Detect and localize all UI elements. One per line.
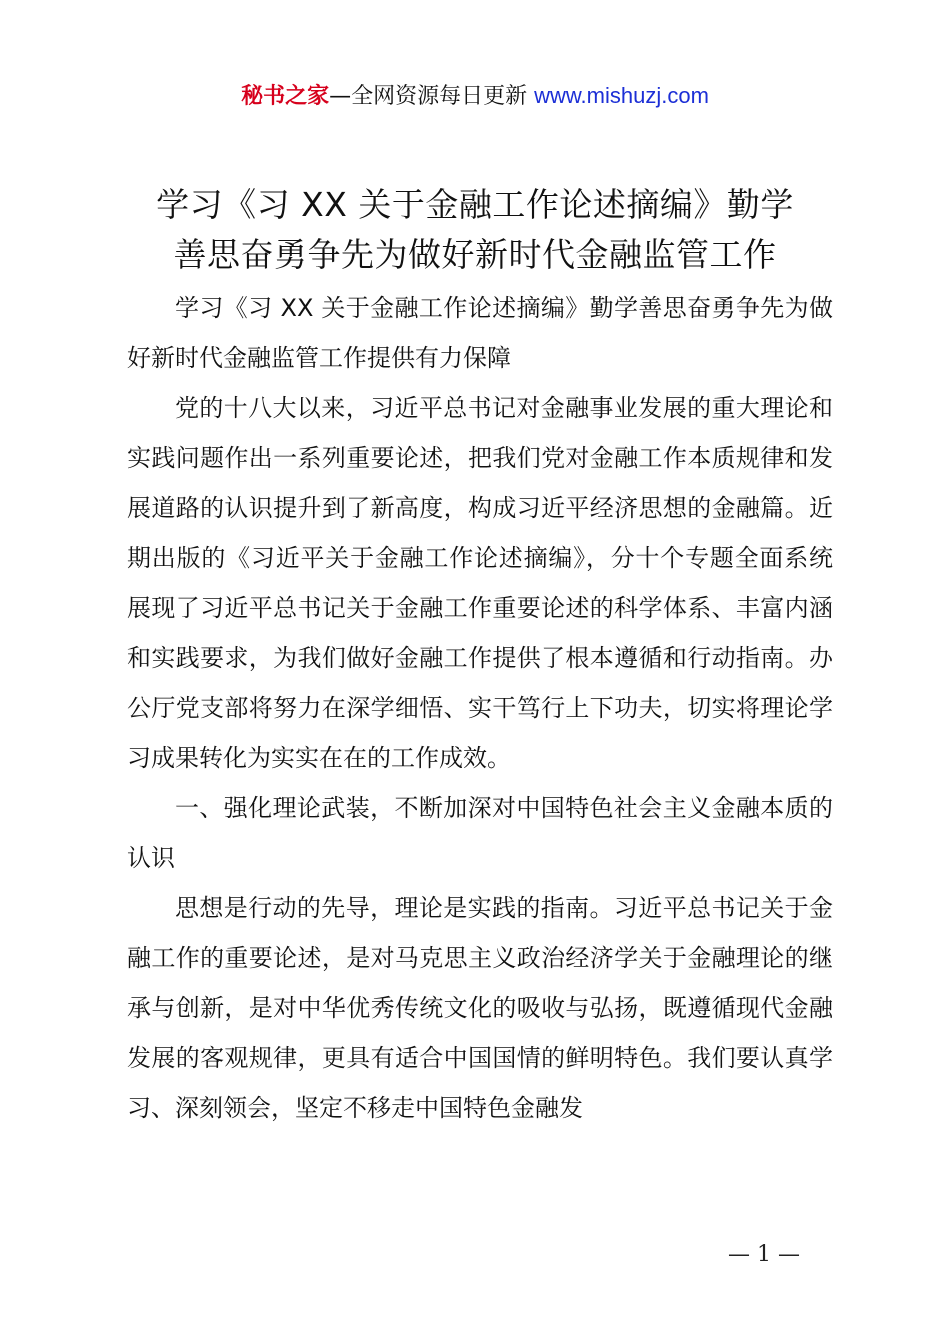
title-line-1: 学习《习 XX 关于金融工作论述摘编》勤学 xyxy=(156,185,794,224)
document-title xyxy=(0,180,950,280)
site-brand: 秘书之家 xyxy=(241,84,330,109)
site-banner xyxy=(0,80,950,113)
section-heading: 一、强化理论武装，不断加深对中国特色社会主义金融本质的认识 xyxy=(127,794,833,872)
body-paragraph: 思想是行动的先导，理论是实践的指南。习近平总书记关于金融工作的重要论述，是对马克思主义政治经济学关于金融理论的继承与创新，是对中华优秀传统文化的吸收与弘扬，既遵循现代金融发展的客观规律，更具有适合中国国情的鲜明特色。我们要认真学习、深刻领会，坚定不移走中国特色金融发 xyxy=(127,894,833,1122)
document-body xyxy=(127,283,833,1133)
site-slogan: —全网资源每日更新 xyxy=(329,84,535,109)
title-line-2: 善思奋勇争先为做好新时代金融监管工作 xyxy=(173,235,777,274)
page-number: — 1 — xyxy=(728,1242,800,1267)
subtitle-paragraph: 学习《习 XX 关于金融工作论述摘编》勤学善思奋勇争先为做好新时代金融监管工作提供有力保障 xyxy=(127,294,833,372)
body-paragraph: 党的十八大以来，习近平总书记对金融事业发展的重大理论和实践问题作出一系列重要论述，把我们党对金融工作本质规律和发展道路的认识提升到了新高度，构成习近平经济思想的金融篇。近期出版的《习近平关于金融工作论述摘编》，分十个专题全面系统展现了习近平总书记关于金融工作重要论述的科学体系、丰富内涵和实践要求，为我们做好金融工作提供了根本遵循和行动指南。办公厅党支部将努力在深学细悟、实干笃行上下功夫，切实将理论学习成果转化为实实在在的工作成效。 xyxy=(127,394,833,772)
site-url-link[interactable]: www.mishuzj.com xyxy=(534,83,709,108)
